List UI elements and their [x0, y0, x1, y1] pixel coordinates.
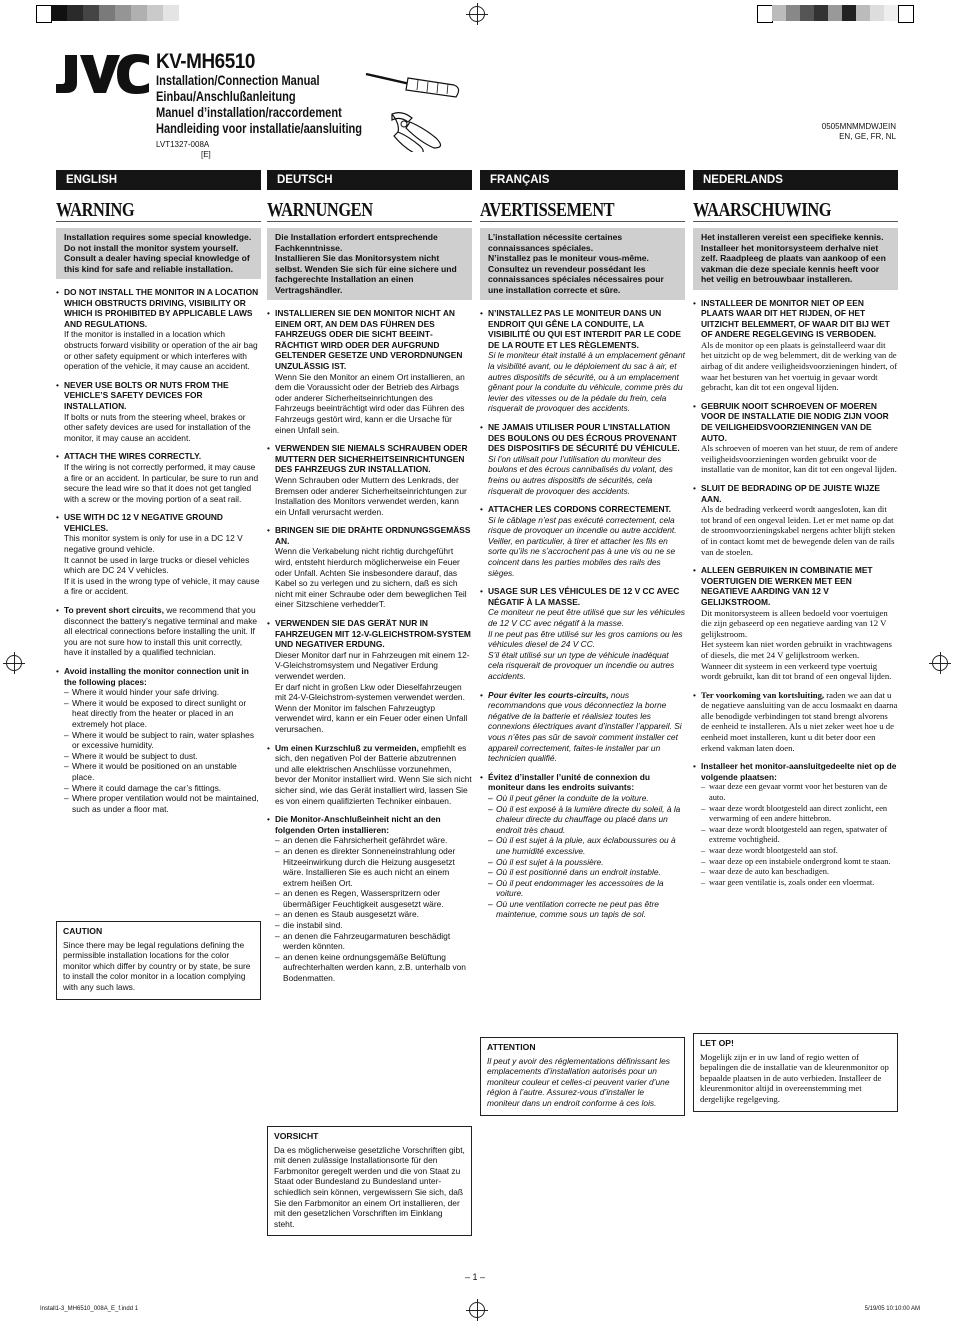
- caution-box-de: [267, 1126, 472, 1236]
- warning-item: [267, 743, 472, 807]
- location-item: – waar geen ventilatie is, zoals onder een vloermat.: [701, 878, 898, 889]
- item-title: • VERWENDEN SIE DAS GERÄT NUR IN FAHRZEUGEN MIT 12-V-GLEICHSTROM-SYSTEM UND NEGATIVER ERDUNG.: [275, 618, 471, 650]
- item-title: • N’INSTALLEZ PAS LE MONITEUR DANS UN ENDROIT QUI GÊNE LA CONDUITE, LA VISIBILITÉ OU QUI EST INTERDIT PAR LE CODE DE LA ROUTE ET LES RÈGLEMENTS.: [488, 308, 681, 350]
- warning-item: [480, 772, 685, 920]
- language-tab-de: DEUTSCH: [267, 170, 472, 190]
- warning-note: Het installeren vereist een specifieke kennis. Installeer het monitorsysteem derhalve niet zelf. Raadpleeg de plaats van aankoop of een vakman die deze speciale kennis heeft voor het veilig en betrouwbaar installeren.: [693, 228, 898, 290]
- warning-item: [56, 666, 261, 814]
- language-tab-en: ENGLISH: [56, 170, 261, 190]
- warning-note: L’installation nécessite certaines connaissances spéciales. N’installez pas le moniteur vous-même. Consultez un revendeur possédant les connaissances spéciales nécessaires pour une installation correcte et sûre.: [480, 228, 685, 300]
- warning-item: [56, 451, 261, 504]
- item-title: • ATTACHER LES CORDONS CORRECTEMENT.: [488, 504, 672, 515]
- caution-title: ATTENTION: [487, 1042, 536, 1052]
- location-item: – Where it would be subject to rain, water splashes or excessive humidity.: [64, 730, 261, 751]
- column-fr: [480, 170, 685, 920]
- item-body: Dieser Monitor darf nur in Fahrzeugen mit einem 12-V-Gleichstromsystem und Negativer Erdung verwendet werden. Er darf nicht in großen Lkw oder Dieselfahrzeugen mit 24-V-Gleichstrom-systemen verwendet werden. Wenn der Monitor im falschen Fahrzeugtyp verwendet wird, kann er ein Feuer oder einen Unfall verursachen.: [275, 649, 470, 734]
- item-body: Si le câblage n’est pas exécuté correctement, cela risque de provoquer un incendie ou autre accident. Veiller, en particulier, à tirer et attacher les fils en sorte qu’ils ne s’accrochent pas à une vis ou ne se coincent dans les parties mobiles des rails des sièges.: [488, 514, 677, 578]
- item-body: Dit monitorsysteem is alleen bedoeld voor voertuigen die zijn gebaseerd op een negatieve aarding van 12 V gelijkstroom. Het systeem kan niet worden gebruikt in vrachtwagens of diesels, die met 24 V gelijkstroom werken. Wanneer dit systeem in een verkeerd type voertuig wordt gebruikt, kan dit tot brand of een ongeval lijden.: [701, 607, 892, 682]
- title-nl: Handleiding voor installatie/aansluiting: [156, 121, 363, 136]
- item-title: • GEBRUIK NOOIT SCHROEVEN OF MOEREN VOOR DE INSTALLATIE DIE NODIG ZIJN VOOR DE VEILIGHEIDSVOORZIENINGEN VAN DE AUTO.: [701, 400, 889, 443]
- language-tab-fr: FRANÇAIS: [480, 170, 685, 190]
- heading-rule: [693, 221, 898, 222]
- item-body: Als schroeven of moeren van het stuur, de rem of andere veiligheidsvoorzieningen worden gebruikt voor de installatie van de monitor, kan dit tot een ongeval lijden.: [701, 443, 898, 475]
- location-item: – Où il est sujet à la pluie, aux éclaboussures ou à une humidité excessive.: [488, 835, 685, 856]
- item-title: • DO NOT INSTALL THE MONITOR IN A LOCATION WHICH OBSTRUCTS DRIVING, VISIBILITY OR WHICH IS PROHIBITED BY APPLICABLE LAWS AND REGULATIONS.: [64, 287, 259, 329]
- location-item: – waar deze wordt blootgesteld aan regen, spatwater of extreme vochtigheid.: [701, 825, 898, 846]
- warning-item: [480, 308, 685, 414]
- item-title: • USE WITH DC 12 V NEGATIVE GROUND VEHICLES.: [64, 512, 223, 533]
- item-body: This monitor system is only for use in a DC 12 V negative ground vehicle. It cannot be used in large trucks or diesel vehicles which are DC 24 V vehicles. If it is used in the wrong type of vehicle, it may cause a fire or accident.: [64, 533, 260, 597]
- warning-list: [693, 298, 898, 889]
- item-body: Wenn Sie den Monitor an einem Ort installieren, an dem die Voraussicht oder der Betrieb des Airbags oder anderer Sicherheitseinrichtungen des Fahrzeugs beeinträchtigt wird oder das Führen des Fahrzeugs gestört wird, kann er die Ursache für einen Unfall sein.: [275, 371, 465, 435]
- location-item: – an denen die Fahrsicherheit gefährdet wäre.: [275, 835, 472, 846]
- column-nl: [693, 170, 898, 888]
- column-de: [267, 170, 472, 984]
- item-title: • USAGE SUR LES VÉHICULES DE 12 V CC AVEC NÉGATIF À LA MASSE.: [488, 586, 680, 607]
- item-title: • VERWENDEN SIE NIEMALS SCHRAUBEN ODER MUTTERN DER SICHERHEITSEINRICHTUNGEN DES FAHRZEUGS ZUR INSTALLATION.: [275, 443, 468, 475]
- item-lead: Pour éviter les courts-circuits,: [488, 689, 609, 700]
- location-item: – waar deze wordt blootgesteld aan stof.: [701, 846, 898, 857]
- location-item: – waar deze op een instabiele ondergrond komt te staan.: [701, 857, 898, 868]
- language-tab-nl: NEDERLANDS: [693, 170, 898, 190]
- warning-item: [267, 814, 472, 984]
- location-item: – Where it would be positioned on an unstable place.: [64, 761, 261, 782]
- doc-region: [E]: [201, 150, 211, 159]
- registration-mark-bottom: [469, 1302, 485, 1318]
- location-item: – an denen es Staub ausgesetzt wäre.: [275, 909, 472, 920]
- location-item: – an denen es direkter Sonneneinstrahlung oder Hitzeeinwirkung durch die Heizung ausgesetzt wäre. Installieren Sie es auch nicht an einem extrem heißen Ort.: [275, 846, 472, 888]
- location-item: – die instabil sind.: [275, 920, 472, 931]
- item-text: nous recommandons que vous déconnectiez la borne négative de la batterie et réalisiez toutes les connexions électriques avant d’installer l’appareil. Si vous n’êtes pas sûr de savoir comment installer cet appareil correctement, faites-le installer par un technicien qualifié.: [488, 689, 682, 764]
- location-item: – Where it would be exposed to direct sunlight or heat directly from the heater or placed in an extremely hot place.: [64, 698, 261, 730]
- warning-item: [56, 287, 261, 372]
- caution-box-fr: [480, 1037, 685, 1116]
- column-en: [56, 170, 261, 814]
- caution-body: Mogelijk zijn er in uw land of regio wetten of bepalingen die de installatie van de kleurenmonitor op bepaalde plaatsen in de auto verbieden. Installeer de kleurenmonitor altijd in overeenstemming met dergelijke regelgeving.: [700, 1051, 889, 1104]
- product-code: [822, 122, 896, 142]
- warning-item: [693, 298, 898, 393]
- item-title: • ATTACH THE WIRES CORRECTLY.: [64, 451, 202, 462]
- tools-illustration: [362, 52, 464, 152]
- warning-item: [480, 422, 685, 496]
- warning-list: [267, 308, 472, 984]
- item-body: Als de monitor op een plaats is geïnstalleerd waar dit het uitzicht op de weg belemmert, dit de werking van de airbag of dit andere veiligheidsvoorzieningen hindert, of waar het besturen van het voertuig in gevaar wordt gebracht, kan dit tot een ongeval lijden.: [701, 339, 898, 393]
- warning-item: [693, 401, 898, 475]
- location-item: – Where proper ventilation would not be maintained, such as under a floor mat.: [64, 793, 261, 814]
- item-lead: To prevent short circuits,: [64, 605, 164, 616]
- item-body: Wenn Schrauben oder Muttern des Lenkrads, der Bremsen oder anderer Sicherheitseinrichtungen zur Installation des Monitors verwendet werden, kann ein Unfall verursacht werden.: [275, 474, 467, 517]
- item-title: • INSTALLEER DE MONITOR NIET OP EEN PLAATS WAAR DIT HET RIJDEN, OF HET UITZICHT BELEMMERT, OF WAAR DIT BIJ WET OF ANDERE REGELGEVING IS VERBODEN.: [701, 297, 890, 340]
- item-body: If the wiring is not correctly performed, it may cause a fire or an accident. In particular, be sure to run and secure the lead wire so that it does not get tangled with a screw or the moving portion of a seat rail.: [64, 461, 259, 504]
- heading-rule: [480, 221, 685, 222]
- item-lead: Um einen Kurzschluß zu vermeiden,: [275, 742, 419, 753]
- warning-item: [480, 690, 685, 764]
- location-item: – waar deze de auto kan beschadigen.: [701, 867, 898, 878]
- location-item: – Où il est positionné dans un endroit instable.: [488, 867, 685, 878]
- warning-heading: AVERTISSEMENT: [480, 199, 615, 221]
- location-item: – Où il est sujet à la poussière.: [488, 857, 685, 868]
- registration-mark-top: [469, 6, 485, 22]
- location-item: – an denen es Regen, Wasserspritzern oder übermäßiger Feuchtigkeit ausgesetzt wäre.: [275, 888, 472, 909]
- warning-item: [693, 483, 898, 557]
- caution-title: VORSICHT: [274, 1131, 319, 1141]
- warning-item: [693, 690, 898, 754]
- location-list: [701, 782, 898, 888]
- item-body: Wenn die Verkabelung nicht richtig durchgeführt wird, entsteht hierdurch möglicherweise ein Feuer oder Unfall. Achten Sie insbesondere darauf, das Kabel so zu verlegen und zu sichern, daß es sich nicht mit einer Schraube oder dem beweglichen Teil einer Sitzschiene verhedderT.: [275, 546, 467, 610]
- item-title: • ALLEEN GEBRUIKEN IN COMBINATIE MET VOERTUIGEN DIE WERKEN MET EEN NEGATIEVE AARDING VAN 12 V GELIJKSTROOM.: [701, 565, 873, 607]
- footer-file: Install1-3_MH6510_008A_E_f.indd 1: [40, 1306, 139, 1312]
- item-title: • Avoid installing the monitor connection unit in the following places:: [64, 666, 249, 687]
- location-item: – waar deze een gevaar vormt voor het besturen van de auto.: [701, 782, 898, 803]
- warning-item: [56, 380, 261, 444]
- item-body: Als de bedrading verkeerd wordt aangesloten, kan dit tot brand of een ongeval leiden. Let er met name op dat de stroomvoorzieningskabel nergens achter blijft steken of in contact komt met de bewegende delen van de rails van de stoelen.: [701, 504, 896, 557]
- location-item: – Où il peut endommager les accessoires de la voiture.: [488, 878, 685, 899]
- location-item: – an denen keine ordnungsgemäße Belüftung aufrechterhalten werden kann, z.B. unterhalb von Bodenmatten.: [275, 952, 472, 984]
- warning-heading: WARNUNGEN: [267, 199, 373, 221]
- location-item: – waar deze wordt blootgesteld aan direct zonlicht, een verwarming of een andere hittebron.: [701, 804, 898, 825]
- item-body: Si l’on utilisait pour l’utilisation du moniteur des boulons et des écrous cannibalisés du volant, des freins ou autres dispositifs de sécurités, cela risquerait de provoquer des accidents.: [488, 453, 673, 496]
- item-title: • NEVER USE BOLTS OR NUTS FROM THE VEHICLE’S SAFETY DEVICES FOR INSTALLATION.: [64, 379, 229, 411]
- location-item: – an denen die Fahrzeugarmaturen beschädigt werden könnten.: [275, 931, 472, 952]
- heading-rule: [56, 221, 261, 222]
- caution-box-en: [56, 921, 261, 1000]
- item-body: Si le moniteur était installé à un emplacement gênant la visibilité avant, ou le déploiement du sac à air, et autres dispositifs de sécurité, ou à un emplacement gênant pour la conduite du véhicule, comme près du levier des vitesses ou de la pédale du frein, cela risquerait de provoquer des accidents.: [488, 350, 685, 414]
- doc-number: LVT1327-008A: [156, 140, 210, 149]
- item-lead: Ter voorkoming van kortsluiting,: [701, 689, 825, 700]
- title-en: Installation/Connection Manual: [156, 73, 320, 88]
- location-item: – Where it would hinder your safe driving.: [64, 687, 261, 698]
- caution-body: Da es möglicherweise gesetzliche Vorschriften gibt, mit denen zulässige Installationsorte für den Farbmonitor geregelt werden und die von Staat zu Staat oder Bundesland zu Bundesland unterschiedlich sein können, vergewissern Sie sich, daß Sie den Farbmonitor an einem Ort installieren, der mit den gesetzlichen Vorschriften im Einklang steht.: [274, 1144, 465, 1229]
- warning-item: [267, 525, 472, 610]
- code-line: 0505MNMMDWJEIN: [821, 122, 896, 131]
- warning-item: [56, 512, 261, 597]
- caution-body: Il peut y avoir des réglementations définissant les emplacements d’installation autorisés pour un moniteur couleur et celles-ci peuvent varier d’une région à l’autre. Assurez-vous d’installer le moniteur dans un endroit conforme à ces lois.: [487, 1055, 670, 1108]
- item-title: • NE JAMAIS UTILISER POUR L’INSTALLATION DES BOULONS OU DES ÉCROUS PROVENANT DES DISPOSITIFS DE SÉCURITÉ DU VÉHICULE.: [488, 421, 680, 454]
- warning-heading: WAARSCHUWING: [693, 199, 832, 221]
- title-de: Einbau/Anschlußanleitung: [156, 89, 296, 104]
- heading-rule: [267, 221, 472, 222]
- item-body: Ce moniteur ne peut être utilisé que sur les véhicules de 12 V CC avec négatif à la masse. Il ne peut pas être utilisé sur les gros camions ou les véhicules diesel de 24 V CC. S’il était utilisé sur un type de véhicule inadéquat cela risquerait de provoquer un incendie ou autres accidents.: [488, 607, 685, 681]
- registration-mark-right: [932, 655, 948, 671]
- warning-item: [267, 443, 472, 517]
- location-item: – Où il est exposé à la lumière directe du soleil, à la chaleur directe du chauffage ou placé dans un endroit très chaud.: [488, 804, 685, 836]
- location-item: – Where it could damage the car’s fittings.: [64, 783, 261, 794]
- location-item: – Où une ventilation correcte ne peut pas être maintenue, comme sous un tapis de sol.: [488, 899, 685, 920]
- caution-box-nl: [693, 1033, 898, 1112]
- item-text: raden we aan dat u de negatieve aansluiting van de accu losmaakt en daarna alle benodigde verbindingen tot stand brengt alvorens de eenheid te installeren. Als u niet zeker weet hoe u de eenheid moet installeren, kunt u dit beter door een erkend vakman laten doen.: [701, 689, 898, 753]
- warning-item: [267, 308, 472, 435]
- warning-item: [56, 605, 261, 658]
- warning-item: [267, 618, 472, 735]
- item-title: • Installeer het monitor-aansluitgedeelte niet op de volgende plaatsen:: [701, 761, 897, 782]
- caution-body: Since there may be legal regulations defining the permissible installation locations for the color monitor which differ by country or by state, be sure to install the color monitor in a location complying with any such laws.: [63, 939, 251, 992]
- item-body: If the monitor is installed in a location which obstructs forward visibility or operation of the air bag or other safety equipment or which interferes with operation of the vehicle, it may cause an accident.: [64, 329, 258, 372]
- item-text: we recommend that you disconnect the battery’s negative terminal and make all electrical connections before installing the unit. If you are not sure how to install this unit correctly, have it installed by a qualified technician.: [64, 605, 258, 658]
- item-title: • Die Monitor-Anschlußeinheit nicht an den folgenden Orten installieren:: [275, 814, 441, 835]
- warning-note: Die Installation erfordert entsprechende Fachkenntnisse. Installieren Sie das Monitorsystem nicht selbst. Wenden Sie sich für eine sichere und fachgerechte Installation an einen Vertragshändler.: [267, 228, 472, 300]
- title-fr: Manuel d’installation/raccordement: [156, 105, 342, 120]
- warning-item: [693, 565, 898, 682]
- warning-heading: WARNING: [56, 199, 135, 221]
- warning-item: [693, 761, 898, 888]
- warning-list: [56, 287, 261, 814]
- jvc-logo: [55, 53, 151, 95]
- location-item: – Où il peut gêner la conduite de la voiture.: [488, 793, 685, 804]
- caution-title: CAUTION: [63, 926, 103, 936]
- item-title: • INSTALLIEREN SIE DEN MONITOR NICHT AN EINEM ORT, AN DEM DAS FÜHREN DES FAHRZEUGS ODER DIE SICHT BEEINTRÄCHTIGT WIRD ODER DER AUFGRUND GELTENDER GESETZE UND VERORDNUNGEN UNZULÄSSIG IST.: [275, 308, 463, 371]
- warning-item: [480, 504, 685, 578]
- languages-line: EN, GE, FR, NL: [839, 132, 896, 141]
- item-text: empfiehlt es sich, den negativen Pol der Batterie abzutrennen und alle elektrischen Anschlüsse vorzunehmen, bevor der Monitor installiert wird. Wenn Sie sich nicht sicher sind, wie das Gerät installiert wird, lassen Sie es von einem qualifizierten Techniker einbauen.: [275, 742, 472, 806]
- location-list: [64, 687, 261, 814]
- item-title: • Évitez d’installer l’unité de connexion du moniteur dans les endroits suivants:: [488, 771, 650, 793]
- page-number: – 1 –: [465, 1272, 486, 1282]
- location-item: – Where it would be subject to dust.: [64, 751, 261, 762]
- registration-mark-left: [6, 655, 22, 671]
- model-name: KV-MH6510: [156, 50, 255, 73]
- item-title: • SLUIT DE BEDRADING OP DE JUISTE WIJZE AAN.: [701, 483, 880, 504]
- manual-titles: [156, 73, 386, 137]
- location-list: [488, 793, 685, 920]
- item-title: • BRINGEN SIE DIE DRÄHTE ORDNUNGSGEMÄSS AN.: [275, 525, 471, 546]
- footer-timestamp: 5/19/05 10:10:00 AM: [864, 1306, 920, 1312]
- location-list: [275, 835, 472, 983]
- caution-title: LET OP!: [700, 1038, 734, 1048]
- warning-list: [480, 308, 685, 920]
- warning-item: [480, 586, 685, 681]
- item-body: If bolts or nuts from the steering wheel, brakes or other safety devices are used for installation of the monitor, it may cause an accident.: [64, 411, 251, 443]
- warning-note: Installation requires some special knowledge. Do not install the monitor system yourself. Consult a dealer having special knowledge of this kind for safe and reliable installation.: [56, 228, 261, 279]
